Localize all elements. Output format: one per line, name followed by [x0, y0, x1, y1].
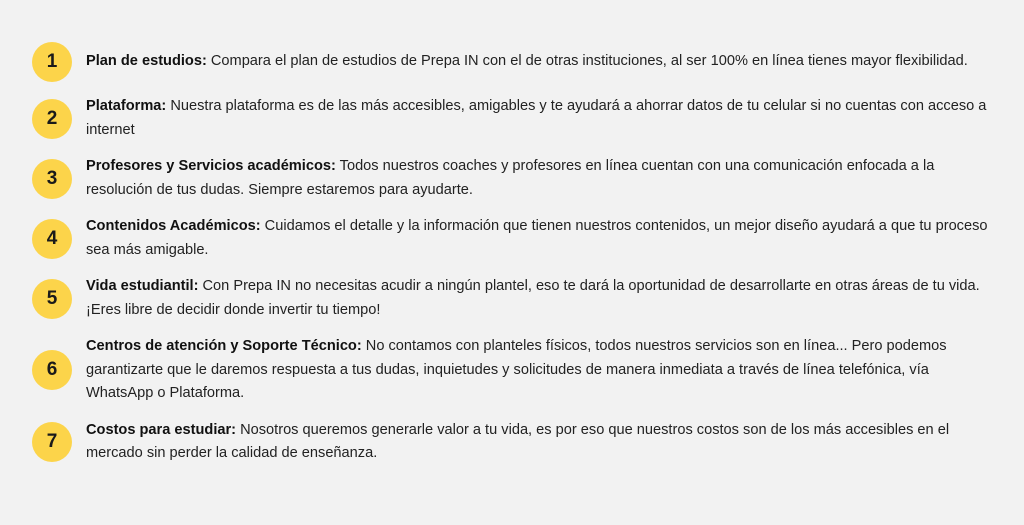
- list-item: [32, 419, 992, 466]
- item-title: Vida estudiantil:: [86, 278, 199, 294]
- list-item: [32, 275, 992, 322]
- item-title: Centros de atención y Soporte Técnico:: [86, 338, 362, 354]
- item-text: [86, 155, 992, 202]
- item-description: Con Prepa IN no necesitas acudir a ningún plantel, eso te dará la oportunidad de desarrollarte en otras áreas de tu vida. ¡Eres libre de decidir donde invertir tu tiempo!: [86, 278, 980, 318]
- number-badge: 5: [32, 279, 72, 319]
- item-text: [86, 215, 992, 262]
- item-description: Cuidamos el detalle y la información que tienen nuestros contenidos, un mejor diseño ayudará a que tu proceso sea más amigable.: [86, 218, 988, 258]
- benefits-list: [32, 42, 992, 479]
- number-badge: 3: [32, 159, 72, 199]
- number-badge: 7: [32, 422, 72, 462]
- list-item: [32, 155, 992, 202]
- item-description: No contamos con planteles físicos, todos nuestros servicios son en línea... Pero podemos garantizarte que le daremos respuesta a tus dudas, inquietudes y solicitudes de manera inmediata a través de línea telefónica, vía WhatsApp o Plataforma.: [86, 338, 947, 401]
- list-item: [32, 95, 992, 142]
- item-text: [86, 50, 968, 74]
- item-title: Contenidos Académicos:: [86, 218, 261, 234]
- item-text: [86, 275, 992, 322]
- item-text: [86, 419, 992, 466]
- list-item: [32, 335, 992, 406]
- list-item: [32, 42, 992, 82]
- item-description: Compara el plan de estudios de Prepa IN con el de otras instituciones, al ser 100% en línea tienes mayor flexibilidad.: [206, 53, 968, 70]
- item-title: Profesores y Servicios académicos:: [86, 158, 336, 174]
- item-text: [86, 95, 992, 142]
- number-badge: 4: [32, 219, 72, 259]
- item-title: Plataforma:: [86, 98, 167, 114]
- item-title: Plan de estudios:: [86, 53, 207, 70]
- item-text: [86, 335, 992, 406]
- number-badge: 2: [32, 99, 72, 139]
- item-description: Todos nuestros coaches y profesores en línea cuentan con una comunicación enfocada a la resolución de tus dudas. Siempre estaremos para ayudarte.: [86, 158, 935, 198]
- item-description: Nuestra plataforma es de las más accesibles, amigables y te ayudará a ahorrar datos de tu celular si no cuentas con acceso a internet: [86, 98, 987, 138]
- number-badge: 1: [32, 42, 72, 82]
- item-description: Nosotros queremos generarle valor a tu vida, es por eso que nuestros costos son de los más accesibles en el mercado sin perder la calidad de enseñanza.: [86, 421, 950, 461]
- number-badge: 6: [32, 350, 72, 390]
- list-item: [32, 215, 992, 262]
- item-title: Costos para estudiar:: [86, 421, 237, 438]
